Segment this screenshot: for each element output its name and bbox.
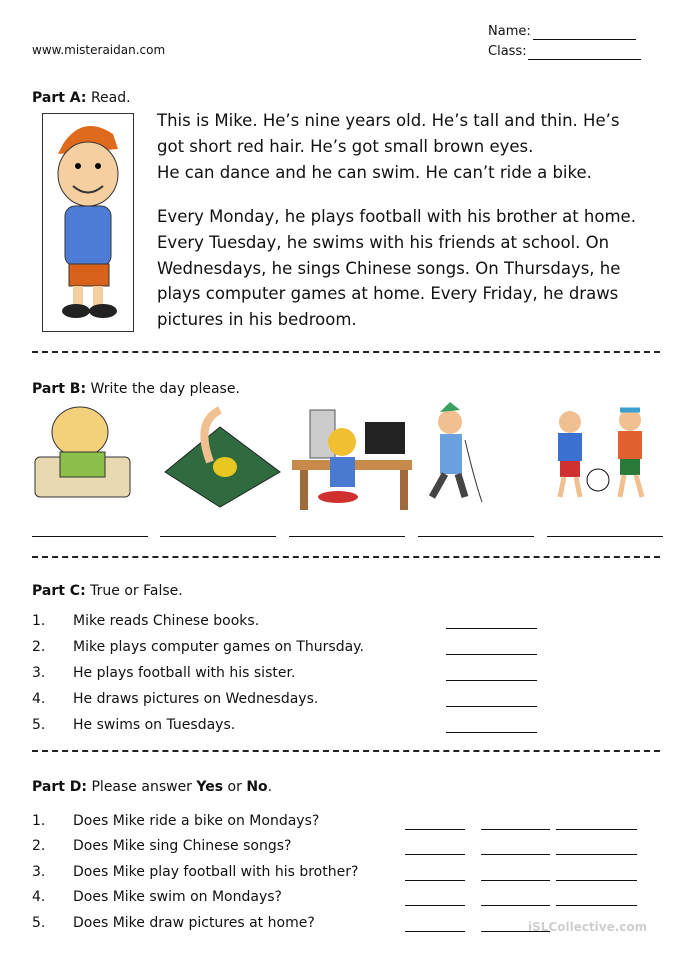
name-blank[interactable] xyxy=(533,39,636,40)
day-blank-1[interactable] xyxy=(32,536,148,537)
question-number: 2. xyxy=(32,639,46,655)
true-false-blank[interactable] xyxy=(446,654,537,655)
reading-paragraph-1: This is Mike. He’s nine years old. He’s tall and thin. He’s got short red hair. He’s got small brown eyes. He can dance and he can swim. He can’t ride a bike. xyxy=(157,111,620,182)
name-label: Name: xyxy=(488,24,531,39)
yes-no-question: Does Mike swim on Mondays? xyxy=(73,889,282,905)
yes-no-question: Does Mike sing Chinese songs? xyxy=(73,838,292,854)
question-number: 2. xyxy=(32,838,46,854)
answer-blank-1[interactable] xyxy=(481,829,550,830)
yes-no-question: Does Mike ride a bike on Mondays? xyxy=(73,813,320,829)
part-d-heading: Part D: Please answer Yes or No. xyxy=(32,779,273,795)
divider xyxy=(32,351,660,353)
class-label: Class: xyxy=(488,44,527,59)
yes-no-blank[interactable] xyxy=(405,829,465,830)
question-number: 3. xyxy=(32,864,46,880)
day-blank-4[interactable] xyxy=(418,536,534,537)
true-false-blank[interactable] xyxy=(446,628,537,629)
day-blank-3[interactable] xyxy=(289,536,405,537)
divider xyxy=(32,750,660,752)
day-blank-2[interactable] xyxy=(160,536,276,537)
true-false-blank[interactable] xyxy=(446,732,537,733)
singer-image xyxy=(432,402,482,502)
yes-no-question: Does Mike play football with his brother? xyxy=(73,864,359,880)
true-false-statement: He draws pictures on Wednesdays. xyxy=(73,691,319,707)
answer-blank-2[interactable] xyxy=(556,880,637,881)
question-number: 4. xyxy=(32,691,46,707)
answer-blank-2[interactable] xyxy=(556,829,637,830)
question-number: 3. xyxy=(32,665,46,681)
yes-no-blank[interactable] xyxy=(405,854,465,855)
question-number: 5. xyxy=(32,915,46,931)
question-number: 4. xyxy=(32,889,46,905)
part-a-heading: Part A: Read. xyxy=(32,90,131,106)
reading-paragraph-2: Every Monday, he plays football with his brother at home. Every Tuesday, he swims with his friends at school. On Wednesdays, he sings Chinese songs. On Thursdays, he plays computer games at home. Every Friday, he draws pictures in his bedroom. xyxy=(157,207,636,330)
answer-blank-1[interactable] xyxy=(481,854,550,855)
divider xyxy=(32,556,660,558)
yes-no-blank[interactable] xyxy=(405,880,465,881)
yes-no-blank[interactable] xyxy=(405,931,465,932)
true-false-statement: Mike reads Chinese books. xyxy=(73,613,260,629)
answer-blank-2[interactable] xyxy=(556,854,637,855)
computer-boy-image xyxy=(292,410,412,510)
true-false-statement: Mike plays computer games on Thursday. xyxy=(73,639,364,655)
question-number: 5. xyxy=(32,717,46,733)
site-url: www.misteraidan.com xyxy=(32,43,166,57)
question-number: 1. xyxy=(32,813,46,829)
mike-picture xyxy=(42,113,134,332)
true-false-statement: He swims on Tuesdays. xyxy=(73,717,236,733)
swimmer-image xyxy=(165,410,280,507)
day-blank-5[interactable] xyxy=(547,536,663,537)
drawing-boy-image xyxy=(35,407,130,497)
part-b-heading: Part B: Write the day please. xyxy=(32,381,240,397)
activity-pictures xyxy=(20,402,670,520)
question-number: 1. xyxy=(32,613,46,629)
true-false-statement: He plays football with his sister. xyxy=(73,665,296,681)
true-false-blank[interactable] xyxy=(446,706,537,707)
class-blank[interactable] xyxy=(528,59,641,60)
answer-blank-2[interactable] xyxy=(556,905,637,906)
part-c-heading: Part C: True or False. xyxy=(32,583,183,599)
yes-no-question: Does Mike draw pictures at home? xyxy=(73,915,315,931)
answer-blank-1[interactable] xyxy=(481,880,550,881)
football-boys-image xyxy=(558,409,642,497)
yes-no-blank[interactable] xyxy=(405,905,465,906)
true-false-blank[interactable] xyxy=(446,680,537,681)
answer-blank-1[interactable] xyxy=(481,905,550,906)
watermark: iSLCollective.com xyxy=(528,920,648,934)
